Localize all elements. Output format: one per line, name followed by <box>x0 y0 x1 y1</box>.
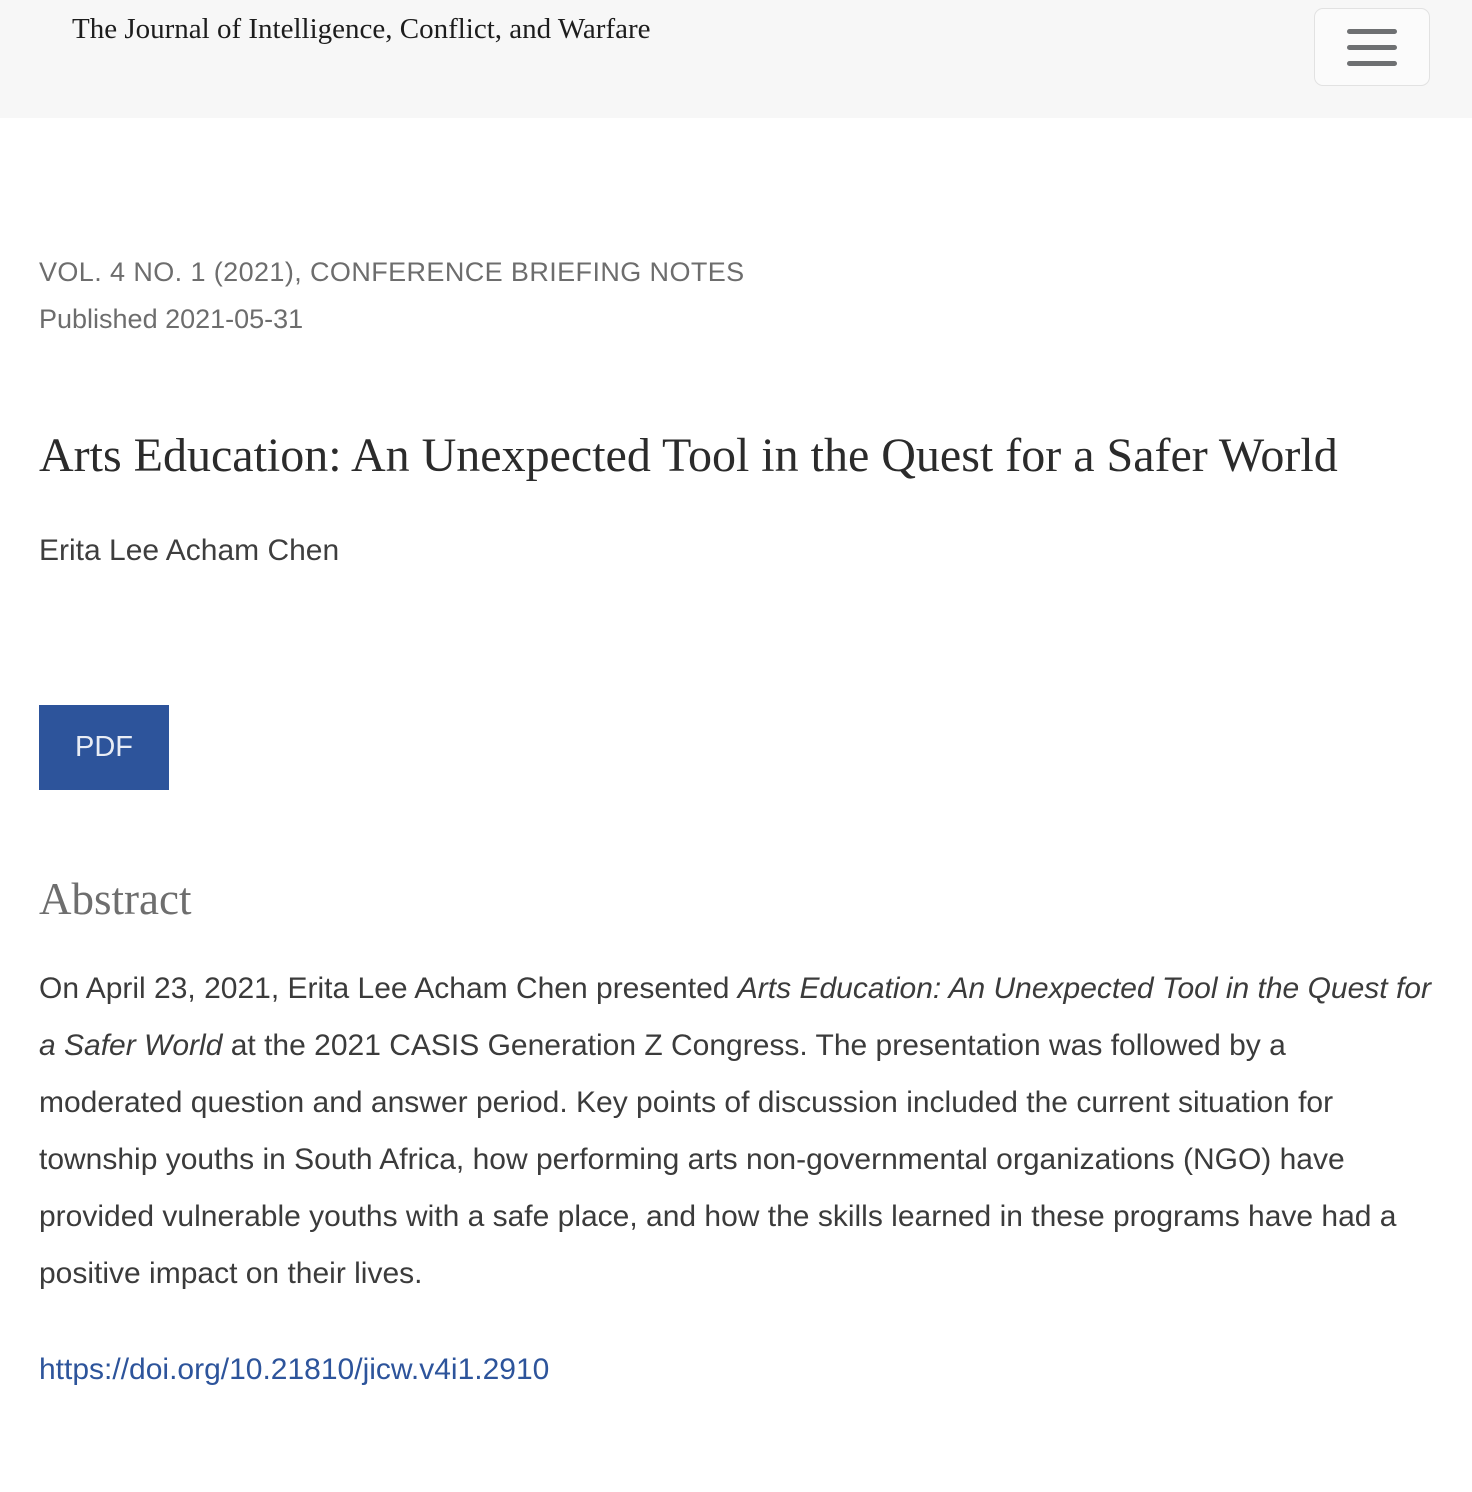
author-name: Erita Lee Acham Chen <box>39 534 340 567</box>
abstract-text-part-2: at the 2021 CASIS Generation Z Congress. The presentation was followed by a moderated question and answer period. Key points of discussion included the current situation for township youths in South Africa, how performing arts non-governmental organizations (NGO) have provided vulnerable youths with a safe place, and how the skills learned in these programs have had a positive impact on their lives. <box>39 1029 1397 1290</box>
journal-title-link[interactable]: The Journal of Intelligence, Conflict, and Warfare <box>72 13 651 45</box>
hamburger-bar <box>1347 61 1397 66</box>
hamburger-bar <box>1347 45 1397 50</box>
pdf-button[interactable]: PDF <box>39 705 169 790</box>
article-title: Arts Education: An Unexpected Tool in the Quest for a Safer World <box>39 429 1338 482</box>
abstract-text-part-1: On April 23, 2021, Erita Lee Acham Chen presented <box>39 972 738 1005</box>
abstract-text <box>39 960 1433 1302</box>
hamburger-bar <box>1347 29 1397 34</box>
article-page <box>0 118 1472 1418</box>
abstract-italic-title: Arts Education: An Unexpected Tool in the Quest for a Safer World <box>39 972 1431 1062</box>
published-date: Published 2021-05-31 <box>39 304 304 334</box>
site-header <box>0 0 1472 118</box>
issue-breadcrumb[interactable]: VOL. 4 NO. 1 (2021), CONFERENCE BRIEFING NOTES <box>39 257 745 287</box>
menu-toggle-button[interactable] <box>1314 8 1430 86</box>
doi-link[interactable]: https://doi.org/10.21810/jicw.v4i1.2910 <box>39 1353 550 1386</box>
hamburger-icon <box>1347 29 1397 66</box>
abstract-heading: Abstract <box>39 874 192 924</box>
